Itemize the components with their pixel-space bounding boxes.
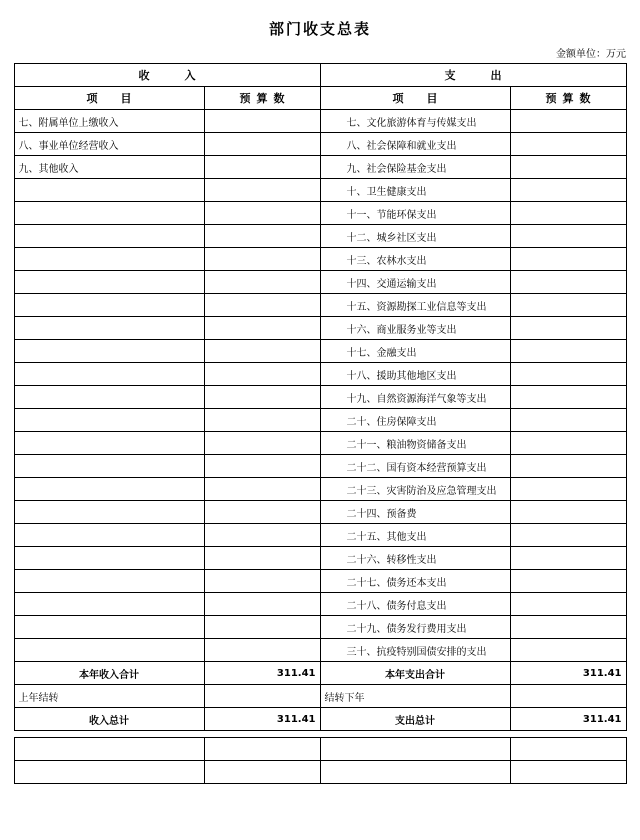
- expense-item-cell: 二十三、灾害防治及应急管理支出: [320, 478, 510, 501]
- header-income-budget: 预算数: [204, 87, 320, 110]
- expense-budget-cell: [510, 639, 626, 662]
- expense-budget-cell: [510, 432, 626, 455]
- income-item-cell: [14, 455, 204, 478]
- header-expense-budget: 预算数: [510, 87, 626, 110]
- trailing-blank-row: [14, 738, 626, 761]
- expense-budget-cell: [510, 110, 626, 133]
- table-column-header-row: [14, 87, 626, 110]
- page-title: 部门收支总表: [268, 20, 371, 38]
- expense-item-cell: 十一、节能环保支出: [320, 202, 510, 225]
- expense-budget-cell: [510, 478, 626, 501]
- expense-budget-cell: [510, 248, 626, 271]
- expense-budget-cell: [510, 409, 626, 432]
- income-item-cell: [14, 386, 204, 409]
- income-item-cell: [14, 294, 204, 317]
- income-budget-cell: [204, 340, 320, 363]
- expense-budget-cell: [510, 156, 626, 179]
- expense-item-cell: 十五、资源勘探工业信息等支出: [320, 294, 510, 317]
- expense-budget-cell: [510, 570, 626, 593]
- summary-expense-value: 311.41: [510, 708, 626, 731]
- income-item-cell: [14, 271, 204, 294]
- trailing-blank-body: [14, 738, 626, 784]
- table-group-header-row: [14, 64, 626, 87]
- trailing-blank-cell: [14, 738, 204, 761]
- income-budget-cell: [204, 455, 320, 478]
- expense-item-cell: 十九、自然资源海洋气象等支出: [320, 386, 510, 409]
- expense-item-cell: 十八、援助其他地区支出: [320, 363, 510, 386]
- table-row: [14, 133, 626, 156]
- income-item-cell: [14, 524, 204, 547]
- expense-item-cell: 九、社会保险基金支出: [320, 156, 510, 179]
- expense-item-cell: 十三、农林水支出: [320, 248, 510, 271]
- amount-unit-note: 金额单位：万元: [556, 49, 626, 60]
- income-budget-cell: [204, 501, 320, 524]
- income-item-cell: [14, 179, 204, 202]
- expense-budget-cell: [510, 133, 626, 156]
- trailing-blank-cell: [510, 738, 626, 761]
- expense-budget-cell: [510, 593, 626, 616]
- income-item-cell: [14, 570, 204, 593]
- expense-item-cell: 十七、金融支出: [320, 340, 510, 363]
- header-expense-group: 支 出: [320, 64, 626, 87]
- income-item-cell: [14, 478, 204, 501]
- income-budget-cell: [204, 294, 320, 317]
- income-budget-cell: [204, 386, 320, 409]
- table-row: [14, 409, 626, 432]
- expense-item-cell: 十六、商业服务业等支出: [320, 317, 510, 340]
- table-row: [14, 225, 626, 248]
- expense-item-cell: 二十一、粮油物资储备支出: [320, 432, 510, 455]
- table-row: [14, 179, 626, 202]
- trailing-blank-table: [14, 737, 627, 784]
- income-budget-cell: [204, 271, 320, 294]
- income-budget-cell: [204, 432, 320, 455]
- expense-budget-cell: [510, 317, 626, 340]
- expense-item-cell: 二十九、债务发行费用支出: [320, 616, 510, 639]
- summary-income-value: 311.41: [204, 662, 320, 685]
- summary-income-value: 311.41: [204, 708, 320, 731]
- income-budget-cell: [204, 133, 320, 156]
- table-row: [14, 363, 626, 386]
- expense-item-cell: 二十八、债务付息支出: [320, 593, 510, 616]
- income-budget-cell: [204, 110, 320, 133]
- expense-item-cell: 七、文化旅游体育与传媒支出: [320, 110, 510, 133]
- expense-item-cell: 十、卫生健康支出: [320, 179, 510, 202]
- trailing-blank-row: [14, 761, 626, 784]
- income-budget-cell: [204, 363, 320, 386]
- expense-budget-cell: [510, 179, 626, 202]
- trailing-blank-cell: [320, 738, 510, 761]
- table-summary-row: [14, 662, 626, 685]
- income-budget-cell: [204, 570, 320, 593]
- expense-budget-cell: [510, 501, 626, 524]
- trailing-blank-cell: [320, 761, 510, 784]
- income-item-cell: [14, 639, 204, 662]
- expense-budget-cell: [510, 616, 626, 639]
- expense-item-cell: 三十、抗疫特别国债安排的支出: [320, 639, 510, 662]
- income-budget-cell: [204, 547, 320, 570]
- expense-item-cell: 二十四、预备费: [320, 501, 510, 524]
- table-summary-row: [14, 685, 626, 708]
- expense-item-cell: 十四、交通运输支出: [320, 271, 510, 294]
- table-summary-row: [14, 708, 626, 731]
- trailing-blank-cell: [204, 761, 320, 784]
- document-page: [0, 18, 640, 840]
- table-row: [14, 340, 626, 363]
- income-budget-cell: [204, 478, 320, 501]
- expense-item-cell: 二十、住房保障支出: [320, 409, 510, 432]
- income-budget-cell: [204, 317, 320, 340]
- income-item-cell: [14, 202, 204, 225]
- income-item-cell: [14, 363, 204, 386]
- income-item-cell: [14, 225, 204, 248]
- table-row: [14, 110, 626, 133]
- income-budget-cell: [204, 248, 320, 271]
- table-row: [14, 616, 626, 639]
- table-row: [14, 432, 626, 455]
- expense-item-cell: 八、社会保障和就业支出: [320, 133, 510, 156]
- expense-budget-cell: [510, 547, 626, 570]
- income-item-cell: [14, 409, 204, 432]
- income-item-cell: [14, 501, 204, 524]
- summary-expense-label: 本年支出合计: [320, 662, 510, 685]
- income-budget-cell: [204, 616, 320, 639]
- table-row: [14, 455, 626, 478]
- income-item-cell: [14, 432, 204, 455]
- income-budget-cell: [204, 225, 320, 248]
- expense-item-cell: 二十六、转移性支出: [320, 547, 510, 570]
- table-row: [14, 593, 626, 616]
- trailing-blank-cell: [204, 738, 320, 761]
- income-budget-cell: [204, 202, 320, 225]
- table-row: [14, 524, 626, 547]
- income-item-cell: [14, 248, 204, 271]
- income-budget-cell: [204, 179, 320, 202]
- income-item-cell: 七、附属单位上缴收入: [14, 110, 204, 133]
- table-row: [14, 501, 626, 524]
- income-item-cell: 九、其他收入: [14, 156, 204, 179]
- summary-income-label: 收入总计: [14, 708, 204, 731]
- summary-income-label: 本年收入合计: [14, 662, 204, 685]
- summary-expense-label: 支出总计: [320, 708, 510, 731]
- header-income-item: 项 目: [14, 87, 204, 110]
- table-row: [14, 271, 626, 294]
- income-item-cell: 八、事业单位经营收入: [14, 133, 204, 156]
- income-budget-cell: [204, 593, 320, 616]
- summary-income-label: 上年结转: [14, 685, 204, 708]
- table-row: [14, 156, 626, 179]
- expense-budget-cell: [510, 294, 626, 317]
- expense-budget-cell: [510, 202, 626, 225]
- income-item-cell: [14, 317, 204, 340]
- income-item-cell: [14, 340, 204, 363]
- expense-budget-cell: [510, 363, 626, 386]
- table-row: [14, 547, 626, 570]
- summary-expense-value: [510, 685, 626, 708]
- expense-budget-cell: [510, 455, 626, 478]
- table-row: [14, 478, 626, 501]
- expense-item-cell: 十二、城乡社区支出: [320, 225, 510, 248]
- table-row: [14, 570, 626, 593]
- income-item-cell: [14, 547, 204, 570]
- summary-income-value: [204, 685, 320, 708]
- income-item-cell: [14, 593, 204, 616]
- trailing-blank-cell: [510, 761, 626, 784]
- table-row: [14, 317, 626, 340]
- income-item-cell: [14, 616, 204, 639]
- header-income-group: 收 入: [14, 64, 320, 87]
- expense-item-cell: 二十二、国有资本经营预算支出: [320, 455, 510, 478]
- expense-item-cell: 二十七、债务还本支出: [320, 570, 510, 593]
- expense-item-cell: 二十五、其他支出: [320, 524, 510, 547]
- income-budget-cell: [204, 156, 320, 179]
- header-expense-item: 项 目: [320, 87, 510, 110]
- trailing-blank-cell: [14, 761, 204, 784]
- budget-summary-table: [14, 63, 627, 731]
- expense-budget-cell: [510, 271, 626, 294]
- table-body: [14, 64, 626, 731]
- expense-budget-cell: [510, 340, 626, 363]
- expense-budget-cell: [510, 386, 626, 409]
- summary-expense-value: 311.41: [510, 662, 626, 685]
- expense-budget-cell: [510, 524, 626, 547]
- table-row: [14, 248, 626, 271]
- income-budget-cell: [204, 639, 320, 662]
- table-row: [14, 386, 626, 409]
- table-row: [14, 202, 626, 225]
- table-row: [14, 639, 626, 662]
- table-row: [14, 294, 626, 317]
- expense-budget-cell: [510, 225, 626, 248]
- income-budget-cell: [204, 524, 320, 547]
- income-budget-cell: [204, 409, 320, 432]
- summary-expense-label: 结转下年: [320, 685, 510, 708]
